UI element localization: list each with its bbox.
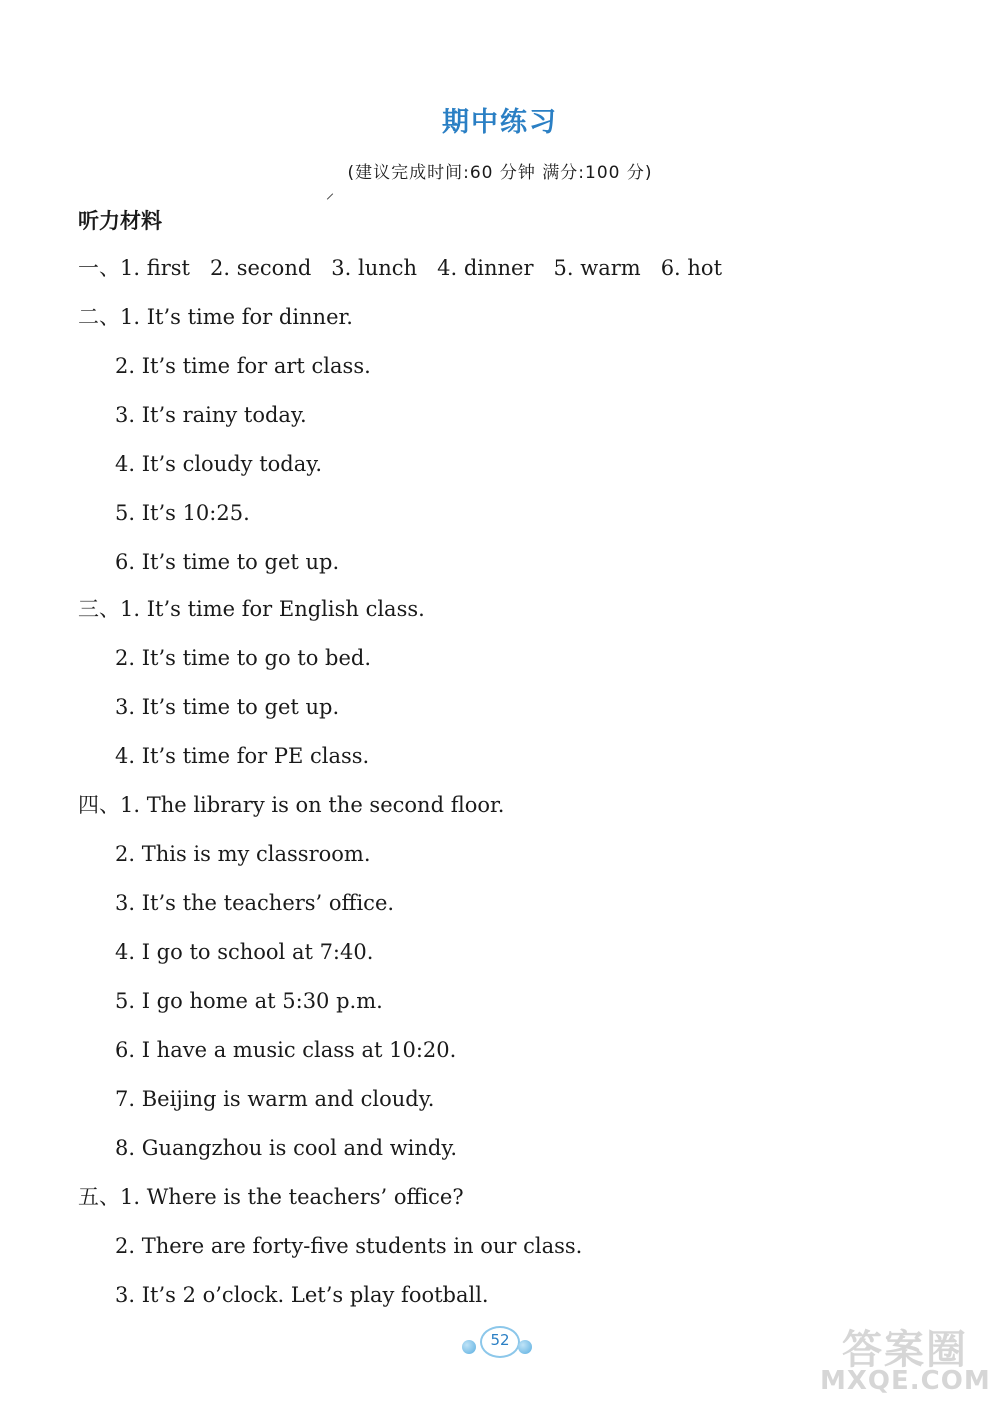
line-3-2: 2. It’s time to go to bed. <box>115 646 372 670</box>
line-2-5: 5. It’s 10:25. <box>115 501 250 525</box>
line-4-6: 6. I have a music class at 10:20. <box>115 1038 457 1062</box>
watermark <box>820 1318 990 1402</box>
page-number: 52 <box>490 1331 510 1349</box>
watermark-logo-text: 答案圈 <box>842 1327 968 1373</box>
line-5-1: 五、1. Where is the teachers’ office? <box>78 1185 464 1209</box>
bubble-right-icon <box>518 1340 532 1354</box>
line-2-6: 6. It’s time to get up. <box>115 550 340 574</box>
line-2-1: 二、1. It’s time for dinner. <box>78 305 353 329</box>
stray-mark <box>327 193 333 199</box>
bubble-left-icon <box>462 1340 476 1354</box>
line-4-2: 2. This is my classroom. <box>115 842 371 866</box>
page-title: 期中练习 <box>442 107 558 138</box>
line-3-1: 三、1. It’s time for English class. <box>78 597 425 621</box>
line-3-4: 4. It’s time for PE class. <box>115 744 370 768</box>
section-heading: 听力材料 <box>78 209 162 233</box>
watermark-url: MXQE.COM <box>820 1366 991 1396</box>
page-number-badge <box>460 1322 536 1362</box>
line-4-7: 7. Beijing is warm and cloudy. <box>115 1087 435 1111</box>
line-4-1: 四、1. The library is on the second floor. <box>78 793 505 817</box>
line-4-5: 5. I go home at 5:30 p.m. <box>115 989 383 1013</box>
time-and-score-note: (建议完成时间:60 分钟 满分:100 分) <box>347 163 653 183</box>
line-2-3: 3. It’s rainy today. <box>115 403 307 427</box>
line-4-4: 4. I go to school at 7:40. <box>115 940 374 964</box>
line-2-2: 2. It’s time for art class. <box>115 354 371 378</box>
line-3-3: 3. It’s time to get up. <box>115 695 340 719</box>
line-5-2: 2. There are forty-five students in our class. <box>115 1234 583 1258</box>
line-4-8: 8. Guangzhou is cool and windy. <box>115 1136 458 1160</box>
line-5-3: 3. It’s 2 o’clock. Let’s play football. <box>115 1283 489 1307</box>
line-4-3: 3. It’s the teachers’ office. <box>115 891 395 915</box>
line-1-1: 一、1. first 2. second 3. lunch 4. dinner 5. warm 6. hot <box>78 256 723 280</box>
line-2-4: 4. It’s cloudy today. <box>115 452 322 476</box>
